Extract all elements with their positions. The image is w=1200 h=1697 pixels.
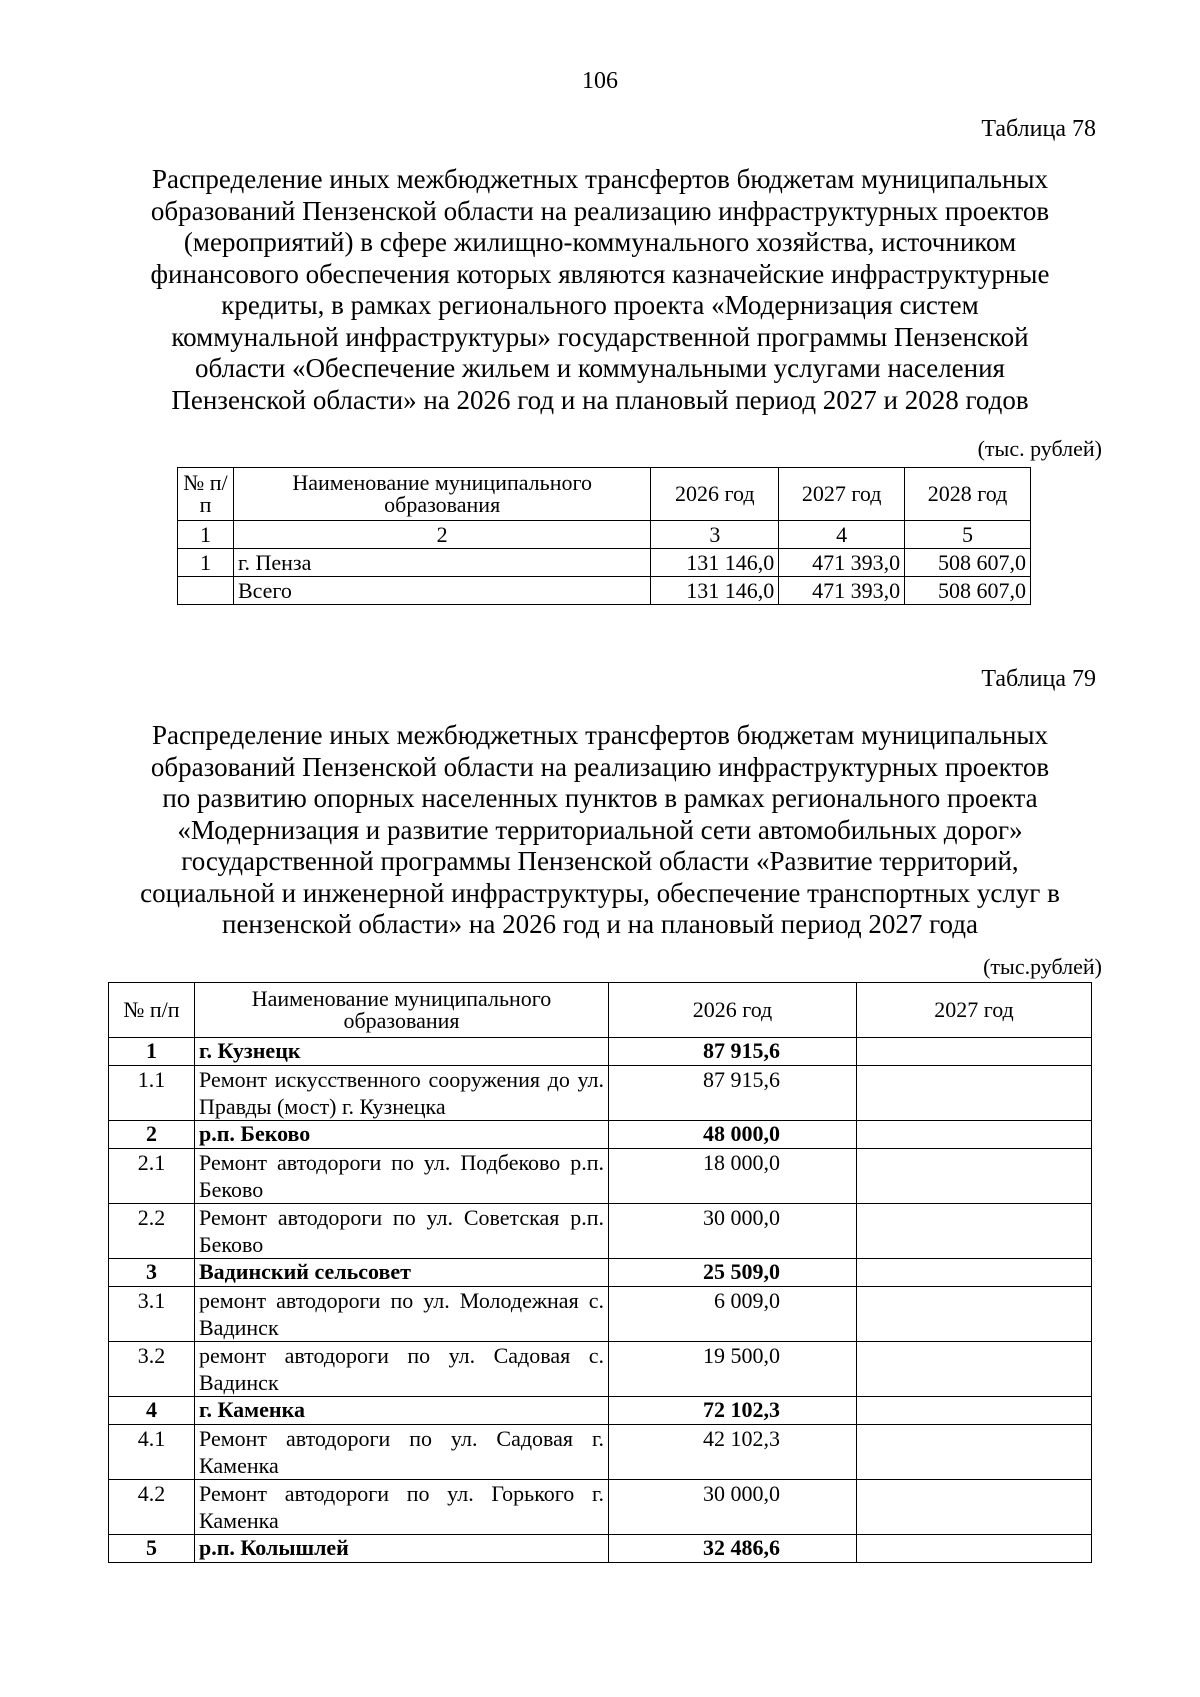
header-2027: 2027 год <box>779 468 905 521</box>
group-row <box>109 1535 1092 1563</box>
row-number: 5 <box>109 1535 195 1563</box>
amount-2027 <box>857 1038 1092 1066</box>
table-row <box>109 1342 1092 1397</box>
table-78-column-numbers-row <box>178 521 1031 549</box>
total-label: Всего <box>233 577 650 605</box>
row-number <box>178 577 234 605</box>
table-78-title <box>100 164 1100 416</box>
amount-2026: 48 000,0 <box>609 1121 857 1149</box>
title-line: образований Пензенской области на реализацию инфраструктурных проектов <box>150 195 1050 226</box>
amount-2026: 87 915,6 <box>609 1066 857 1121</box>
amount-2027 <box>857 1287 1092 1342</box>
title-line: области «Обеспечение жильем и коммунальными услугами населения <box>195 353 1005 383</box>
amount-2027 <box>857 1425 1092 1480</box>
table-78-units: (тыс. рублей) <box>977 436 1102 461</box>
title-line: государственной программы Пензенской области «Развитие территорий, <box>181 846 1019 876</box>
header-2026: 2026 год <box>609 983 857 1038</box>
row-number: 4.2 <box>109 1480 195 1535</box>
column-number: 5 <box>905 521 1031 549</box>
amount-2027: 471 393,0 <box>779 549 905 577</box>
project-description: ремонт автодороги по ул. Молодежная с. Вадинск <box>195 1287 609 1342</box>
municipality-name: р.п. Беково <box>195 1121 609 1149</box>
table-row <box>109 1480 1092 1535</box>
header-number: № п/п <box>109 983 195 1038</box>
group-row <box>109 1121 1092 1149</box>
title-line: образований Пензенской области на реализацию инфраструктурных проектов <box>150 751 1050 782</box>
column-number: 2 <box>233 521 650 549</box>
title-line: «Модернизация и развитие территориальной сети автомобильных дорог» <box>177 814 1023 845</box>
amount-2026: 6 009,0 <box>609 1287 857 1342</box>
header-municipality: Наименование муниципального образования <box>195 983 609 1038</box>
title-line: финансового обеспечения которых являются казначейские инфраструктурные <box>150 258 1050 289</box>
title-line: Пензенской области» на 2026 год и на плановый период 2027 и 2028 годов <box>171 384 1029 415</box>
row-number: 3.2 <box>109 1342 195 1397</box>
amount-2027 <box>857 1121 1092 1149</box>
column-number: 3 <box>651 521 779 549</box>
row-number: 3 <box>109 1259 195 1287</box>
amount-2026: 30 000,0 <box>609 1204 857 1259</box>
header-2026: 2026 год <box>651 468 779 521</box>
amount-2026: 18 000,0 <box>609 1149 857 1204</box>
column-number: 1 <box>178 521 234 549</box>
header-2028: 2028 год <box>905 468 1031 521</box>
project-description: ремонт автодороги по ул. Садовая с. Вадинск <box>195 1342 609 1397</box>
amount-2027 <box>857 1480 1092 1535</box>
table-row <box>109 1287 1092 1342</box>
title-line: социальной и инженерной инфраструктуры, обеспечение транспортных услуг в <box>140 877 1060 908</box>
row-number: 2 <box>109 1121 195 1149</box>
amount-2026: 25 509,0 <box>609 1259 857 1287</box>
group-row <box>109 1397 1092 1425</box>
amount-2026: 30 000,0 <box>609 1480 857 1535</box>
project-description: Ремонт автодороги по ул. Садовая г. Каменка <box>195 1425 609 1480</box>
municipality-name: Вадинский сельсовет <box>195 1259 609 1287</box>
amount-2027 <box>857 1342 1092 1397</box>
row-number: 1.1 <box>109 1066 195 1121</box>
table-total-row <box>178 577 1031 605</box>
row-number: 2.1 <box>109 1149 195 1204</box>
header-municipality: Наименование муниципального образования <box>233 468 650 521</box>
municipality-name: г. Каменка <box>195 1397 609 1425</box>
table-78-header-row <box>178 468 1031 521</box>
amount-2026: 19 500,0 <box>609 1342 857 1397</box>
total-2028: 508 607,0 <box>905 577 1031 605</box>
table-79-header-row <box>109 983 1092 1038</box>
table-78 <box>177 467 1031 605</box>
project-description: Ремонт автодороги по ул. Подбеково р.п. Беково <box>195 1149 609 1204</box>
table-79-title <box>100 720 1100 941</box>
row-number: 3.1 <box>109 1287 195 1342</box>
municipality-name: г. Пенза <box>233 549 650 577</box>
header-2027: 2027 год <box>857 983 1092 1038</box>
amount-2027 <box>857 1149 1092 1204</box>
title-line: кредиты, в рамках регионального проекта «Модернизация систем <box>221 290 979 320</box>
municipality-name: р.п. Колышлей <box>195 1535 609 1563</box>
title-line: (мероприятий) в сфере жилищно-коммунального хозяйства, источником <box>183 227 1017 257</box>
table-79 <box>108 982 1092 1563</box>
total-2027: 471 393,0 <box>779 577 905 605</box>
page-number: 106 <box>582 68 618 94</box>
title-line: коммунальной инфраструктуры» государственной программы Пензенской <box>171 321 1029 352</box>
project-description: Ремонт автодороги по ул. Советская р.п. Беково <box>195 1204 609 1259</box>
amount-2027 <box>857 1066 1092 1121</box>
table-78-label: Таблица 78 <box>981 116 1096 142</box>
row-number: 4.1 <box>109 1425 195 1480</box>
amount-2027 <box>857 1204 1092 1259</box>
title-line: Распределение иных межбюджетных трансфертов бюджетам муниципальных <box>151 164 1049 194</box>
amount-2027 <box>857 1535 1092 1563</box>
title-line: по развитию опорных населенных пунктов в рамках регионального проекта <box>162 783 1038 813</box>
table-row <box>109 1149 1092 1204</box>
amount-2026: 72 102,3 <box>609 1397 857 1425</box>
municipality-name: г. Кузнецк <box>195 1038 609 1066</box>
row-number: 2.2 <box>109 1204 195 1259</box>
table-row <box>109 1066 1092 1121</box>
row-number: 4 <box>109 1397 195 1425</box>
amount-2026: 32 486,6 <box>609 1535 857 1563</box>
amount-2027 <box>857 1397 1092 1425</box>
row-number: 1 <box>109 1038 195 1066</box>
amount-2026: 42 102,3 <box>609 1425 857 1480</box>
amount-2027 <box>857 1259 1092 1287</box>
total-2026: 131 146,0 <box>651 577 779 605</box>
table-79-units: (тыс.рублей) <box>983 954 1102 979</box>
amount-2028: 508 607,0 <box>905 549 1031 577</box>
group-row <box>109 1259 1092 1287</box>
header-number: № п/п <box>178 468 234 521</box>
table-row <box>178 549 1031 577</box>
project-description: Ремонт искусственного сооружения до ул. Правды (мост) г. Кузнецка <box>195 1066 609 1121</box>
title-line: Распределение иных межбюджетных трансфертов бюджетам муниципальных <box>151 720 1049 750</box>
table-row <box>109 1425 1092 1480</box>
group-row <box>109 1038 1092 1066</box>
table-79-label: Таблица 79 <box>981 666 1096 692</box>
row-number: 1 <box>178 549 234 577</box>
column-number: 4 <box>779 521 905 549</box>
table-row <box>109 1204 1092 1259</box>
amount-2026: 131 146,0 <box>651 549 779 577</box>
title-line: пензенской области» на 2026 год и на плановый период 2027 года <box>222 909 978 939</box>
project-description: Ремонт автодороги по ул. Горького г. Каменка <box>195 1480 609 1535</box>
amount-2026: 87 915,6 <box>609 1038 857 1066</box>
